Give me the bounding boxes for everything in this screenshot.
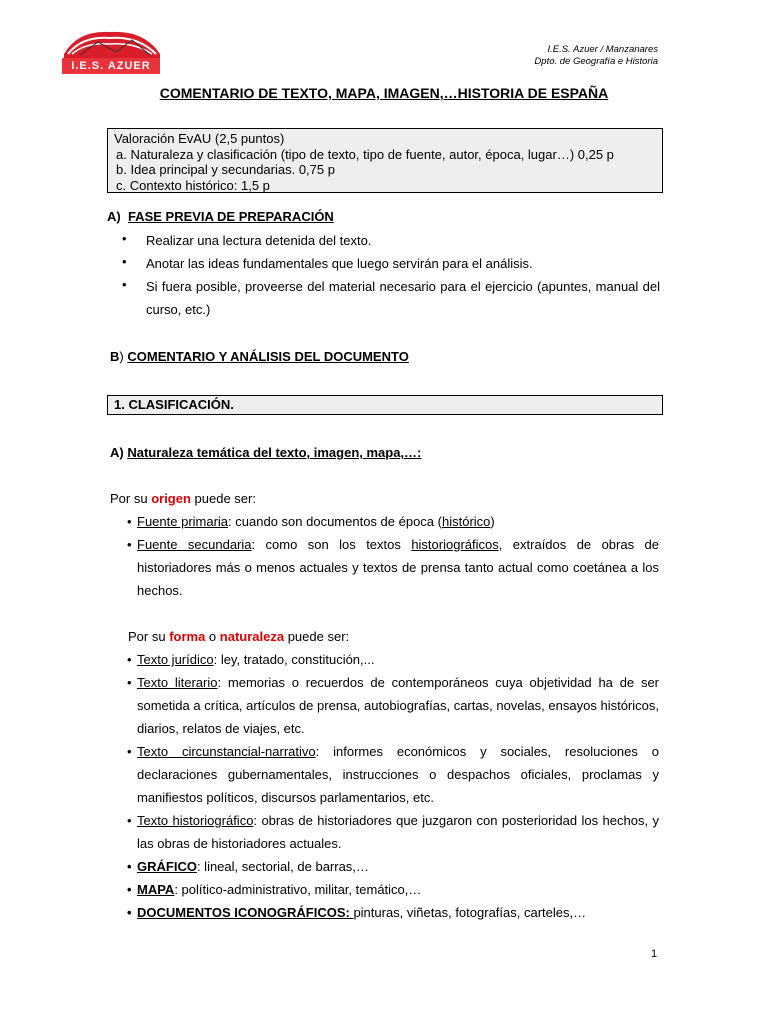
bullet: •: [127, 652, 132, 667]
list-item: [127, 648, 659, 671]
item-text: pinturas, viñetas, fotografías, carteles,…: [353, 905, 587, 920]
list-item: [127, 510, 659, 533]
forma-intro: [128, 629, 349, 644]
forma-pre: Por su: [128, 629, 170, 644]
item-text: : memorias o recuerdos de contemporáneos cuya objetividad ha de ser sometida a crítica, artículos de prensa, autobiografías, cartas, novelas, ensayos históricos, diarios, relatos de viajes, etc.: [137, 675, 660, 736]
bullet: •: [122, 254, 127, 269]
item-label: GRÁFICO: [137, 859, 197, 874]
clasificacion-box: 1. CLASIFICACIÓN.: [107, 395, 663, 415]
section-a-title: FASE PREVIA DE PREPARACIÓN: [127, 209, 334, 224]
valoracion-a: a. Naturaleza y clasificación (tipo de texto, tipo de fuente, autor, época, lugar…) 0,25 p: [116, 146, 614, 162]
item-text: : cuando son documentos de época (: [228, 514, 442, 529]
list-item: [127, 878, 659, 901]
item-text: : informes económicos y sociales, resoluciones o declaraciones gubernamentales, instrucciones o despachos oficiales, proclamas y manifiestos políticos, discursos parlamentarios, etc.: [137, 744, 659, 805]
list-item: [127, 740, 659, 809]
page-title: COMENTARIO DE TEXTO, MAPA, IMAGEN,…HISTORIA DE ESPAÑA: [159, 85, 609, 101]
origen-post: puede ser:: [190, 491, 256, 506]
list-item-text: Si fuera posible, proveerse del material necesario para el ejercicio (apuntes, manual del curso, etc.): [146, 279, 660, 317]
bullet: •: [122, 231, 127, 246]
naturaleza-prefix: A): [110, 445, 124, 460]
section-b-prefix: B: [110, 349, 120, 364]
section-b-paren: ): [119, 349, 124, 364]
bullet: •: [127, 859, 132, 874]
item-text: : político-administrativo, militar, temático,…: [174, 882, 422, 897]
item-label: Texto jurídico: [137, 652, 214, 667]
school-logo: [58, 24, 164, 76]
list-item: [122, 252, 662, 275]
department-name: Dpto. de Geografía e Historia: [534, 56, 658, 67]
bullet: •: [127, 675, 132, 690]
bullet: •: [122, 277, 127, 292]
item-text: : como son los textos: [251, 537, 412, 552]
origen-intro: [110, 491, 256, 506]
section-b-heading: [110, 349, 409, 364]
item-text: : lineal, sectorial, de barras,…: [196, 859, 369, 874]
section-a-heading: [107, 209, 334, 224]
naturaleza-key: naturaleza: [219, 629, 285, 644]
forma-key: forma: [169, 629, 206, 644]
naturaleza-title: Naturaleza temática del texto, imagen, mapa,…:: [127, 445, 422, 460]
logo-text: I.E.S. AZUER: [71, 60, 151, 72]
header-info: [534, 44, 658, 68]
item-label: Texto historiográfico: [137, 813, 254, 828]
list-item: [122, 229, 662, 252]
forma-post: puede ser:: [284, 629, 350, 644]
list-item-text: Realizar una lectura detenida del texto.: [146, 233, 372, 248]
item-text: : ley, tratado, constitución,...: [213, 652, 375, 667]
origen-key: origen: [151, 491, 191, 506]
item-text: ): [490, 514, 495, 529]
item-label: Fuente primaria: [137, 514, 229, 529]
bullet: •: [127, 744, 132, 759]
section-a-prefix: A): [107, 209, 121, 224]
list-item-text: Anotar las ideas fundamentales que luego servirán para el análisis.: [146, 256, 533, 271]
naturaleza-heading: [110, 445, 421, 460]
forma-mid: o: [205, 629, 220, 644]
item-link: historiográficos: [411, 537, 499, 552]
item-link: histórico: [441, 514, 491, 529]
section-a-list: [122, 229, 662, 329]
item-label: MAPA: [137, 882, 175, 897]
item-label: Fuente secundaria: [137, 537, 252, 552]
bullet: •: [127, 537, 132, 552]
bullet: •: [127, 813, 132, 828]
list-item: [122, 275, 662, 321]
bullet: •: [127, 882, 132, 897]
bullet: •: [127, 905, 132, 920]
list-item: [127, 901, 659, 924]
valoracion-box: [107, 128, 663, 193]
item-text: , extraídos de obras de historiadores más o menos actuales y textos de prensa tanto actual como coetánea a los hechos.: [137, 537, 659, 598]
item-label: DOCUMENTOS ICONOGRÁFICOS:: [137, 905, 354, 920]
bullet: •: [127, 514, 132, 529]
page-number: 1: [651, 948, 658, 960]
list-item: [127, 533, 659, 602]
origen-pre: Por su: [110, 491, 152, 506]
item-label: Texto literario: [137, 675, 218, 690]
school-name: I.E.S. Azuer / Manzanares: [547, 44, 658, 55]
list-item: [127, 855, 659, 878]
valoracion-b: b. Idea principal y secundarias. 0,75 p: [116, 162, 335, 177]
item-text: : obras de historiadores que juzgaron con posterioridad los hechos, y las obras de historiadores actuales.: [137, 813, 659, 851]
list-item: [127, 671, 659, 740]
list-item: [127, 809, 659, 855]
valoracion-c: c. Contexto histórico: 1,5 p: [116, 177, 270, 193]
item-label: Texto circunstancial-narrativo: [137, 744, 316, 759]
section-b-title: COMENTARIO Y ANÁLISIS DEL DOCUMENTO: [127, 349, 409, 364]
valoracion-heading: Valoración EvAU (2,5 puntos): [114, 131, 285, 146]
